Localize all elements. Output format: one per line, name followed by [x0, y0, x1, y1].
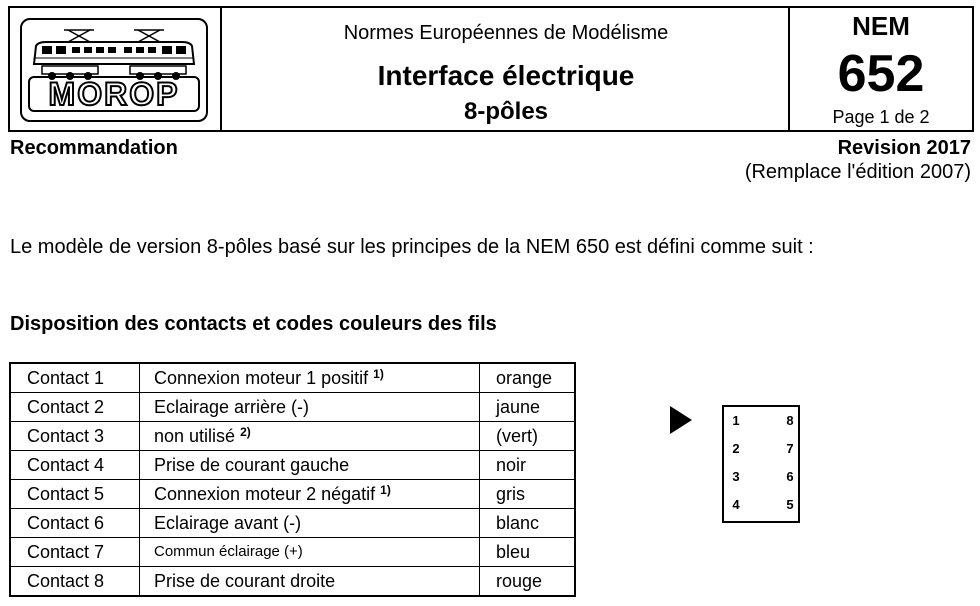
pin-label: 7	[786, 441, 794, 456]
contact-number: Contact 6	[10, 509, 140, 538]
function-text: Eclairage avant (-)	[154, 513, 302, 533]
wire-color: orange	[480, 363, 576, 393]
contact-number: Contact 8	[10, 567, 140, 597]
table-row	[10, 451, 575, 480]
contact-function	[140, 363, 480, 393]
function-text: Eclairage arrière (-)	[154, 397, 310, 417]
function-text: Prise de courant droite	[154, 571, 336, 591]
page-number: Page 1 de 2	[832, 107, 930, 127]
contact-number: Contact 4	[10, 451, 140, 480]
title-cell	[222, 8, 790, 130]
document-title: Interface électrique	[377, 60, 635, 91]
nem-number: 652	[837, 45, 925, 103]
pin-label: 5	[786, 497, 794, 512]
standard-number-cell	[788, 8, 972, 130]
contact-function	[140, 567, 480, 597]
pin-label: 6	[786, 469, 794, 484]
contacts-table	[9, 362, 576, 597]
wire-color: (vert)	[480, 422, 576, 451]
arrow-right-icon	[670, 406, 692, 434]
document-subtitle: 8-pôles	[463, 98, 549, 125]
connector-pinout	[722, 405, 800, 523]
section-heading: Disposition des contacts et codes couleurs des fils	[10, 313, 497, 335]
revision: Revision 2017	[837, 137, 971, 159]
locomotive-icon	[28, 28, 200, 80]
contact-number: Contact 7	[10, 538, 140, 567]
morop-logo	[20, 18, 208, 122]
pin-label: 1	[732, 413, 740, 428]
replaces-edition: (Remplace l'édition 2007)	[744, 161, 971, 183]
contact-function	[140, 451, 480, 480]
pin-label: 3	[732, 469, 740, 484]
table-row	[10, 509, 575, 538]
table-row	[10, 538, 575, 567]
wire-color: bleu	[480, 538, 576, 567]
document-header	[8, 6, 974, 132]
function-text: Prise de courant gauche	[154, 455, 350, 475]
contact-function	[140, 480, 480, 509]
contact-function	[140, 538, 480, 567]
wire-color: rouge	[480, 567, 576, 597]
logo-wordmark: MOROP	[28, 76, 200, 112]
wire-color: noir	[480, 451, 576, 480]
table-row	[10, 363, 575, 393]
function-text: Connexion moteur 2 négatif	[154, 484, 376, 504]
wire-color: gris	[480, 480, 576, 509]
table-row	[10, 480, 575, 509]
pin-label: 4	[732, 497, 740, 512]
contact-function	[140, 393, 480, 422]
function-text: Connexion moteur 1 positif	[154, 368, 369, 388]
pin-label: 8	[786, 413, 794, 428]
contact-number: Contact 1	[10, 363, 140, 393]
contact-function	[140, 422, 480, 451]
wire-color: jaune	[480, 393, 576, 422]
function-text: non utilisé	[154, 426, 236, 446]
contact-number: Contact 3	[10, 422, 140, 451]
contact-function	[140, 509, 480, 538]
document-status: Recommandation	[10, 137, 178, 159]
contact-number: Contact 2	[10, 393, 140, 422]
footnote-ref: 1)	[380, 483, 391, 497]
wire-color: blanc	[480, 509, 576, 538]
nem-label: NEM	[852, 11, 910, 41]
intro-paragraph: Le modèle de version 8-pôles basé sur les principes de la NEM 650 est défini comme suit :	[10, 236, 814, 258]
function-text: Commun éclairage (+)	[154, 543, 303, 560]
logo-cell	[10, 8, 222, 130]
table-row	[10, 393, 575, 422]
table-row	[10, 567, 575, 597]
organization-name: Normes Européennes de Modélisme	[343, 22, 669, 44]
pin-label: 2	[732, 441, 740, 456]
footnote-ref: 2)	[240, 425, 251, 439]
footnote-ref: 1)	[373, 367, 384, 381]
contact-number: Contact 5	[10, 480, 140, 509]
table-row	[10, 422, 575, 451]
